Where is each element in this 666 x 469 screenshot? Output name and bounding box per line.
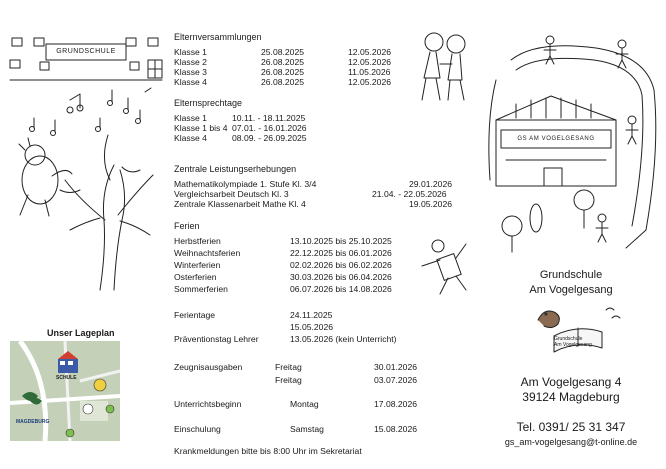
- row-label: Präventionstag Lehrer: [174, 334, 259, 344]
- row-label: Mathematikolympiade 1. Stufe Kl. 3/4: [174, 179, 317, 189]
- row-label: Einschulung: [174, 424, 221, 434]
- row-date: 25.08.2025: [261, 47, 305, 57]
- row-range: 02.02.2026 bis 06.02.2026: [290, 260, 392, 270]
- row-range: 07.01. - 16.01.2026: [232, 123, 307, 133]
- row-label: Klasse 4: [174, 133, 207, 143]
- row-date: 26.08.2025: [261, 67, 305, 77]
- row-date: 19.05.2026: [409, 199, 453, 209]
- row-date: 17.08.2026: [374, 399, 418, 409]
- section-title-leistungserhebungen: Zentrale Leistungserhebungen: [174, 164, 297, 174]
- row-value: 13.05.2026 (kein Unterricht): [290, 334, 397, 344]
- row-label: Herbstferien: [174, 236, 221, 246]
- row-label: Unterrichtsbeginn: [174, 399, 242, 409]
- row-date: 26.08.2025: [261, 57, 305, 67]
- kids-drawing: [412, 30, 472, 110]
- row-day: Freitag: [275, 375, 302, 385]
- row-date: 12.05.2026: [348, 57, 392, 67]
- school-map-label: SCHULE: [56, 375, 77, 381]
- row-label: Klasse 4: [174, 77, 207, 87]
- sprechtag-row: [174, 133, 464, 143]
- row-range: 13.10.2025 bis 25.10.2025: [290, 236, 392, 246]
- sick-note-info: Krankmeldungen bitte bis 8:00 Uhr im Sekretariat: [174, 446, 362, 456]
- section-title-ferien: Ferien: [174, 221, 200, 231]
- row-label: Ferientage: [174, 310, 216, 320]
- row-label: Klasse 2: [174, 57, 207, 67]
- row-day: Montag: [290, 399, 319, 409]
- sprechtag-row: [174, 123, 464, 133]
- row-label: Weihnachtsferien: [174, 248, 241, 258]
- school-name-line2: Am Vogelgesang: [529, 284, 613, 296]
- child-drawing: [420, 236, 470, 296]
- row-label: Winterferien: [174, 260, 221, 270]
- building-sign-text: GS AM VOGELGESANG: [517, 136, 595, 142]
- row-date: 15.08.2026: [374, 424, 418, 434]
- school-sign-text: GRUNDSCHULE: [56, 48, 116, 55]
- email-address[interactable]: gs_am-vogelgesang@t-online.de: [504, 437, 638, 447]
- map-graphics: [10, 341, 120, 441]
- phone-number: Tel. 0391/ 25 31 347: [516, 420, 626, 434]
- school-drawing: [0, 0, 165, 290]
- ferientage-row: [174, 310, 464, 320]
- zeugnis-row: [174, 362, 464, 372]
- row-date: 21.04. - 22.05.2026: [372, 189, 447, 199]
- row-range: 08.09. - 26.09.2025: [232, 133, 307, 143]
- row-date: 12.05.2026: [348, 47, 392, 57]
- row-range: 30.03.2026 bis 06.04.2026: [290, 272, 392, 282]
- row-day: Samstag: [290, 424, 324, 434]
- sprechtag-row: [174, 113, 464, 123]
- row-label: Klasse 3: [174, 67, 207, 77]
- row-label: Sommerferien: [174, 284, 228, 294]
- row-label: Klasse 1: [174, 47, 207, 57]
- section-title-elternversammlungen: Elternversammlungen: [174, 32, 262, 42]
- row-date: 24.11.2025: [290, 310, 333, 320]
- leistung-row: [174, 189, 464, 199]
- lageplan-title: Unser Lageplan: [47, 328, 115, 338]
- row-date: 03.07.2026: [374, 375, 418, 385]
- row-label: Vergleichsarbeit Deutsch Kl. 3: [174, 189, 289, 199]
- row-range: 10.11. - 18.11.2025: [232, 113, 306, 123]
- row-date: 12.05.2026: [348, 77, 392, 87]
- section-title-elternsprechtage: Elternsprechtage: [174, 98, 243, 108]
- school-doodle-illustration: [0, 0, 165, 290]
- logo-text-line2: Am Vogelgesang: [554, 342, 592, 348]
- ferientage-row: [174, 322, 464, 332]
- school-panel: [476, 0, 666, 469]
- location-map[interactable]: [10, 341, 120, 441]
- row-date: 26.08.2025: [261, 77, 305, 87]
- schoolyard-drawing: [476, 0, 666, 260]
- unterrichtsbeginn-row: [174, 399, 464, 409]
- leistung-row: [174, 199, 464, 209]
- row-label: Klasse 1: [174, 113, 207, 123]
- address-city: 39124 Magdeburg: [522, 390, 620, 404]
- zeugnis-row: [174, 375, 464, 385]
- row-date: 15.05.2026: [290, 322, 334, 332]
- row-label: Osterferien: [174, 272, 217, 282]
- row-date: 30.01.2026: [374, 362, 418, 372]
- praeventionstag-row: [174, 334, 464, 344]
- row-label: Klasse 1 bis 4: [174, 123, 228, 133]
- row-date: 11.05.2026: [348, 67, 391, 77]
- leistung-row: [174, 179, 464, 189]
- row-label: Zentrale Klassenarbeit Mathe Kl. 4: [174, 199, 306, 209]
- row-date: 29.01.2026: [409, 179, 453, 189]
- schedule-column: [174, 0, 464, 469]
- row-range: 22.12.2025 bis 06.01.2026: [290, 248, 392, 258]
- city-map-label: MAGDEBURG: [16, 419, 50, 425]
- logo-text-line1: Grundschule: [554, 336, 583, 342]
- row-label: Zeugnisausgaben: [174, 362, 243, 372]
- einschulung-row: [174, 424, 464, 434]
- address-street: Am Vogelgesang 4: [520, 375, 622, 389]
- row-day: Freitag: [275, 362, 302, 372]
- row-range: 06.07.2026 bis 14.08.2026: [290, 284, 392, 294]
- school-name-line1: Grundschule: [539, 269, 603, 281]
